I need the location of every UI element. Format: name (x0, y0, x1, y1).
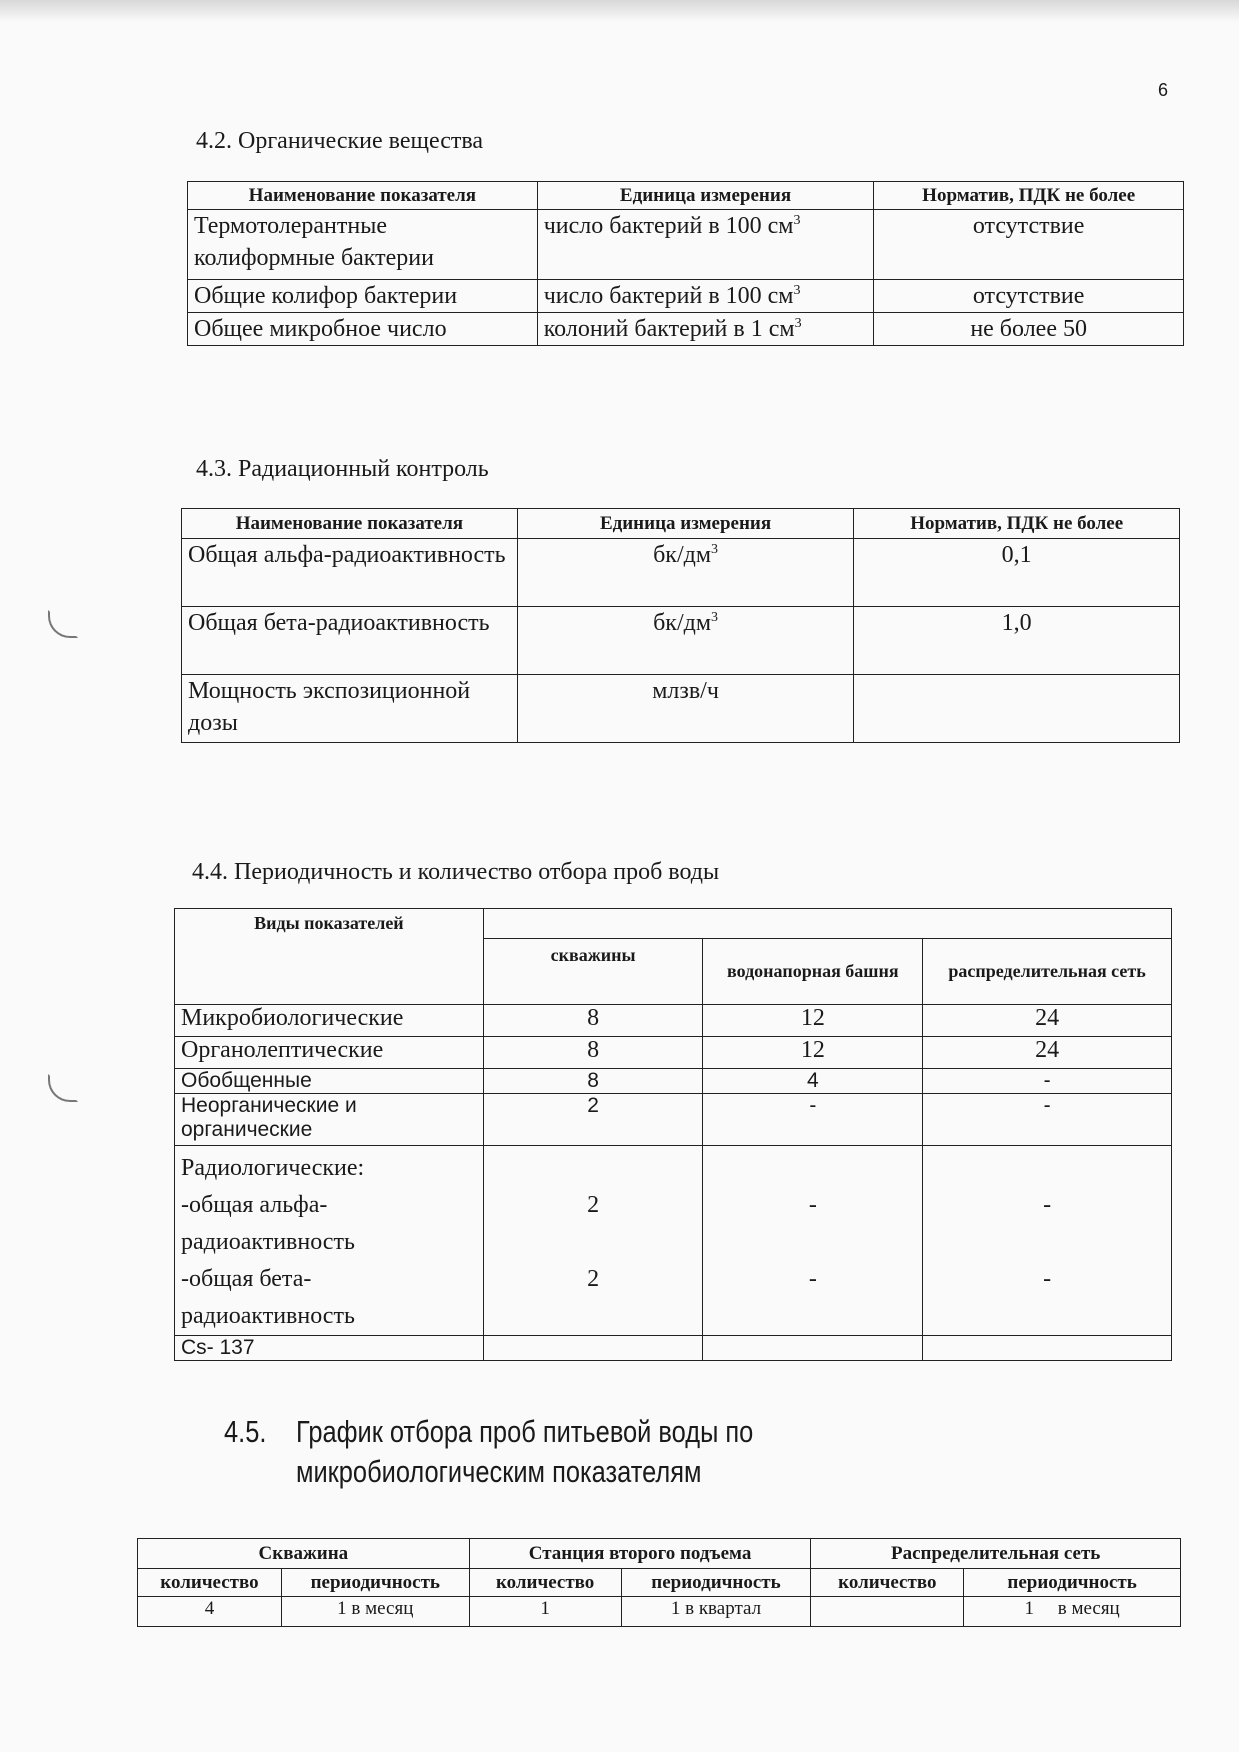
col-header-periodicity: периодичность (621, 1569, 811, 1597)
value-wells: 8 (483, 1005, 703, 1037)
table-row (182, 607, 1180, 675)
unit: $бк/дм^3$ (517, 607, 854, 675)
value-wells: 2 2 (483, 1146, 703, 1336)
beta-label: -общая бета-радиоактивность (181, 1266, 355, 1329)
norm: отсутствие (874, 210, 1184, 280)
indicator-name: Органолептические (175, 1037, 484, 1069)
col-header-unit: Единица измерения (537, 182, 874, 210)
section-43-title: 4.3. Радиационный контроль (196, 456, 489, 482)
col-header-name: Наименование показателя (182, 509, 518, 539)
value-cell: 1 в квартал (621, 1597, 811, 1627)
table-row (182, 539, 1180, 607)
value-network: - (923, 1094, 1172, 1146)
indicator-name: Общая бета-радиоактивность (182, 607, 518, 675)
col-header-name: Наименование показателя (188, 182, 538, 210)
indicator-name (175, 1146, 484, 1336)
table-row (188, 313, 1184, 346)
col-header-unit: Единица измерения (517, 509, 854, 539)
section-44-title: 4.4. Периодичность и количество отбора проб воды (192, 859, 720, 885)
table-row (175, 1094, 1172, 1146)
value-wells: 8 (483, 1037, 703, 1069)
table-row (188, 210, 1184, 280)
organic-table (187, 181, 1184, 346)
hole-punch-mark (48, 610, 78, 638)
indicator-name: Термотолерантные колиформные бактерии (188, 210, 538, 280)
unit: колоний бактерий в 1 $см^3$ (537, 313, 874, 346)
table-row (175, 1005, 1172, 1037)
norm (854, 675, 1180, 743)
value-tower: - (703, 1094, 923, 1146)
value-cell: 1 в месяц (964, 1597, 1181, 1627)
col-header-wells: скважины (483, 939, 703, 1005)
table-row (175, 1069, 1172, 1094)
col-header-indicator-types: Виды показателей (175, 909, 484, 1005)
page-number: 6 (1158, 80, 1169, 100)
indicator-name: Обобщенные (175, 1069, 484, 1094)
value-tower: - - (703, 1146, 923, 1336)
table-row (188, 280, 1184, 313)
value-tower: 12 (703, 1005, 923, 1037)
value-wells: 8 (483, 1069, 703, 1094)
col-header-periodicity: периодичность (964, 1569, 1181, 1597)
value-tower: 12 (703, 1037, 923, 1069)
unit: $бк/дм^3$ (517, 539, 854, 607)
value-cell: 4 (138, 1597, 282, 1627)
col-header-periodicity: периодичность (281, 1569, 469, 1597)
hole-punch-mark (48, 1074, 78, 1102)
value-network: 24 (923, 1037, 1172, 1069)
col-header-quantity: количество (138, 1569, 282, 1597)
radiological-label: Радиологические: (181, 1155, 365, 1181)
col-header-norm: Норматив, ПДК не более (854, 509, 1180, 539)
radiation-table (181, 508, 1180, 743)
sampling-frequency-table (174, 908, 1172, 1361)
col-header-quantity: количество (811, 1569, 964, 1597)
indicator-name: Неорганические и органические (175, 1094, 484, 1146)
norm: 0,1 (854, 539, 1180, 607)
norm: не более 50 (874, 313, 1184, 346)
col-group-well: Скважина (138, 1539, 470, 1569)
value-network: - (923, 1069, 1172, 1094)
indicator-name: Мощность экспозиционной дозы (182, 675, 518, 743)
norm: 1,0 (854, 607, 1180, 675)
col-header-water-tower: водонапорная башня (703, 939, 923, 1005)
norm: отсутствие (874, 280, 1184, 313)
scan-shadow (0, 0, 1239, 22)
col-header-distribution-network: распределительная сеть (923, 939, 1172, 1005)
col-header-quantity: количество (469, 1569, 621, 1597)
indicator-name: Cs- 137 (175, 1336, 484, 1361)
col-header-group (483, 909, 1171, 939)
unit: число бактерий в 100 $см^3$ (537, 210, 874, 280)
col-group-network: Распределительная сеть (811, 1539, 1181, 1569)
col-header-norm: Норматив, ПДК не более (874, 182, 1184, 210)
value-cell (811, 1597, 964, 1627)
col-group-station: Станция второго подъема (469, 1539, 811, 1569)
value-wells: 2 (483, 1094, 703, 1146)
microbiology-schedule-table (137, 1538, 1181, 1627)
indicator-name: Общая альфа-радиоактивность (182, 539, 518, 607)
table-row (138, 1597, 1181, 1627)
indicator-name: Общее микробное число (188, 313, 538, 346)
value-cell: 1 (469, 1597, 621, 1627)
section-45-title: График отбора проб питьевой воды по микробиологическим показателям (296, 1414, 754, 1489)
indicator-name: Общие колифор бактерии (188, 280, 538, 313)
unit: млзв/ч (517, 675, 854, 743)
table-row (182, 675, 1180, 743)
table-row (175, 1336, 1172, 1361)
table-row (175, 1037, 1172, 1069)
alpha-label: -общая альфа-радиоактивность (181, 1192, 355, 1255)
section-45-number: 4.5. (224, 1414, 267, 1449)
indicator-name: Микробиологические (175, 1005, 484, 1037)
value-tower: 4 (703, 1069, 923, 1094)
unit: число бактерий в 100 $см^3$ (537, 280, 874, 313)
value-cell: 1 в месяц (281, 1597, 469, 1627)
section-42-title: 4.2. Органические вещества (196, 128, 484, 154)
value-network: - - (923, 1146, 1172, 1336)
value-network: 24 (923, 1005, 1172, 1037)
table-row-radiological (175, 1146, 1172, 1336)
